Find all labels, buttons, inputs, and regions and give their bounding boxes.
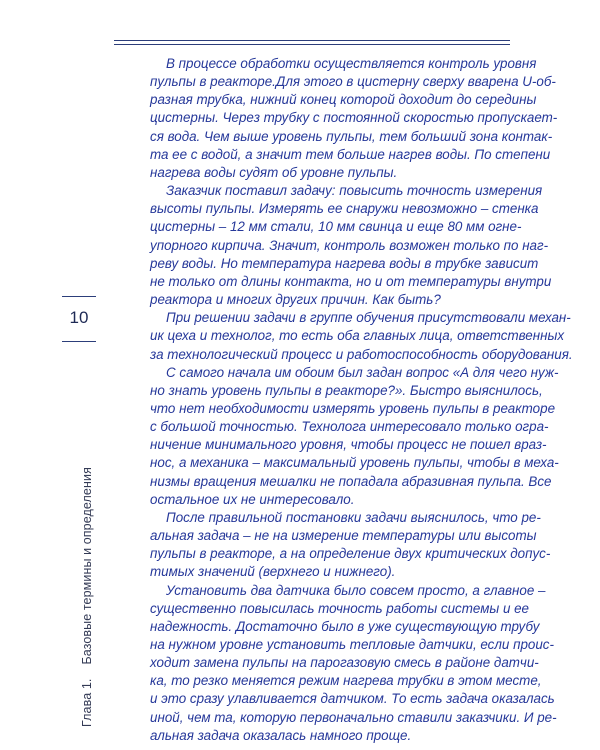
text-line: низмы вращения мешалки не попадала абразивная пульпа. Все [150,473,552,489]
text-line: но знать уровень пульпы в реакторе?». Быстро выяснилось, [150,382,543,398]
header-rule-bottom [114,44,510,45]
text-line: пульпы в реакторе.Для этого в цистерну сверху вварена U-об- [150,74,556,90]
text-line: с большой точностью. Технолога интересовало только огра- [150,419,549,435]
text-line: В процессе обработки осуществляется контроль уровня [166,56,537,71]
text-line: разная трубка, нижний конец которой доходит до середины [150,92,537,108]
running-head-title: Базовые термины и определения [80,467,94,665]
text-line: цистерны – 12 мм стали, 10 мм свинца и еще 80 мм огне- [150,219,522,235]
text-line: При решении задачи в группе обучения присутствовали механ- [166,310,571,326]
text-line: упорного кирпича. Значит, контроль возможен только по наг- [150,237,549,253]
text-line: нагрева воды судят об уровне пульпы. [150,164,398,180]
text-line: иной, чем та, которую первоначально ставили заказчики. И ре- [150,709,557,725]
text-line: та ее с водой, а значит тем больше нагрев воды. По степени [150,146,551,162]
text-line: ходит замена пульпы на парогазовую смесь в районе датчи- [150,655,539,671]
running-head-chapter: Глава 1. [80,678,94,727]
text-line: надежность. Достаточно было в уже существующую трубу [150,618,540,634]
text-line: альная задача оказалась намного проще. [150,727,412,743]
page-number-rule-lower [62,341,96,342]
text-line: тимых значений (верхнего и нижнего). [150,564,396,580]
text-line: и это сразу улавливается датчиком. То есть задача оказалась [150,691,555,707]
text-line: на нужном уровне установить тепловые датчики, если проис- [150,637,554,652]
text-line: ик цеха и технолог, то есть оба главных лица, ответственных [150,328,565,344]
paragraph-1 [150,55,558,182]
text-line: что нет необходимости измерять уровень пульпы в реакторе [150,400,556,416]
text-line: за технологический процесс и работоспособность оборудования. [150,346,573,362]
page-number-rule-upper [62,296,96,297]
text-line: Установить два датчика было совсем просто, а главное – [166,582,546,598]
text-line: реактора и многих других причин. Как быть? [150,292,441,308]
text-line: пульпы в реакторе, а на определение двух критических допус- [150,546,551,562]
text-line: реву воды. Но температура нагрева воды в трубке зависит [150,255,539,271]
paragraph-3 [150,309,573,363]
text-line: высоты пульпы. Измерять ее снаружи невозможно – стенка [150,201,539,217]
text-line: ничение минимального уровня, чтобы процесс не пошел враз- [150,437,547,453]
text-line: Заказчик поставил задачу: повысить точность измерения [166,183,543,199]
text-line: существенно повысилась точность работы системы и ее [150,600,530,616]
text-line: После правильной постановки задачи выяснилось, что ре- [166,509,541,525]
text-line: С самого начала им обоим был задан вопрос «А для чего нуж- [166,364,559,380]
body-text [150,55,573,745]
running-head [80,367,94,727]
paragraph-6 [150,582,557,745]
page-number: 10 [69,308,89,327]
text-line: цистерны. Через трубку с постоянной скоростью пропускает- [150,110,558,126]
paragraph-2 [150,182,552,309]
text-line: альная задача – не на измерение температуры или высоты [150,528,537,544]
text-line: нос, а механика – максимальный уровень пульпы, чтобы в меха- [150,455,559,471]
paragraph-4 [150,364,559,509]
text-line: ся вода. Чем выше уровень пульпы, тем больший зона контак- [150,128,553,144]
text-line: не только от длины контакта, но и от температуры внутри [150,273,552,289]
paragraph-5 [150,509,551,582]
header-rule-top [114,40,510,41]
text-line: ка, то резко меняется режим нагрева трубки в этом месте, [150,673,542,689]
text-line: остальное их не интересовало. [150,491,355,507]
